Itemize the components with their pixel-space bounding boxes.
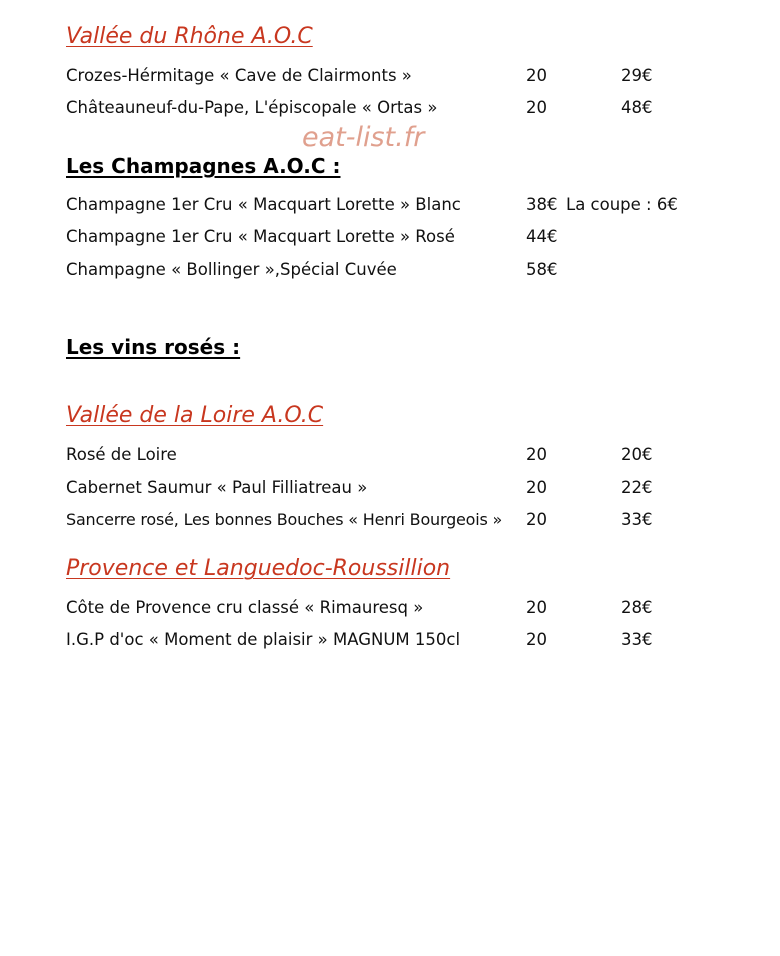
watermark: eat-list.fr (302, 122, 425, 153)
wine-volume: 20 (526, 630, 547, 649)
wine-name: Champagne 1er Cru « Macquart Lorette » Rosé (66, 227, 455, 246)
section-title-loire: Vallée de la Loire A.O.C (66, 403, 324, 428)
section-title-provence: Provence et Languedoc-Roussillion (66, 556, 451, 581)
wine-name: Champagne 1er Cru « Macquart Lorette » Blanc (66, 195, 461, 214)
wine-row (0, 64, 780, 88)
wine-volume: 20 (526, 445, 547, 464)
wine-price: 33€ (621, 510, 653, 529)
wine-price: 22€ (621, 478, 653, 497)
wine-row (0, 96, 780, 120)
wine-price: 28€ (621, 598, 653, 617)
wine-row (0, 596, 780, 620)
wine-row (0, 193, 780, 217)
wine-row (0, 258, 780, 282)
wine-name: Rosé de Loire (66, 445, 177, 464)
wine-volume: 20 (526, 478, 547, 497)
wine-row (0, 628, 780, 652)
section-title-rhone: Vallée du Rhône A.O.C (66, 24, 313, 49)
wine-name: Cabernet Saumur « Paul Filliatreau » (66, 478, 368, 497)
wine-volume: 20 (526, 98, 547, 117)
wine-name: I.G.P d'oc « Moment de plaisir » MAGNUM 150cl (66, 630, 461, 649)
wine-price: 29€ (621, 66, 653, 85)
wine-price: 44€ (526, 227, 558, 246)
section-title-roses: Les vins rosés : (66, 335, 241, 359)
wine-volume: 20 (526, 66, 547, 85)
wine-name: Châteauneuf-du-Pape, L'épiscopale « Ortas » (66, 98, 438, 117)
wine-row (0, 508, 780, 532)
wine-name: Champagne « Bollinger »,Spécial Cuvée (66, 260, 397, 279)
wine-row (0, 225, 780, 249)
wine-price: 20€ (621, 445, 653, 464)
wine-price: 48€ (621, 98, 653, 117)
wine-row (0, 476, 780, 500)
wine-price: 33€ (621, 630, 653, 649)
section-title-champagnes: Les Champagnes A.O.C : (66, 154, 341, 178)
wine-name: Sancerre rosé, Les bonnes Bouches « Henri Bourgeois » (66, 510, 503, 529)
glass-price: La coupe : 6€ (566, 195, 678, 214)
wine-row (0, 443, 780, 467)
wine-volume: 20 (526, 598, 547, 617)
wine-volume: 20 (526, 510, 547, 529)
wine-name: Crozes-Hérmitage « Cave de Clairmonts » (66, 66, 412, 85)
wine-price: 38€ (526, 195, 558, 214)
wine-price: 58€ (526, 260, 558, 279)
wine-name: Côte de Provence cru classé « Rimauresq » (66, 598, 424, 617)
